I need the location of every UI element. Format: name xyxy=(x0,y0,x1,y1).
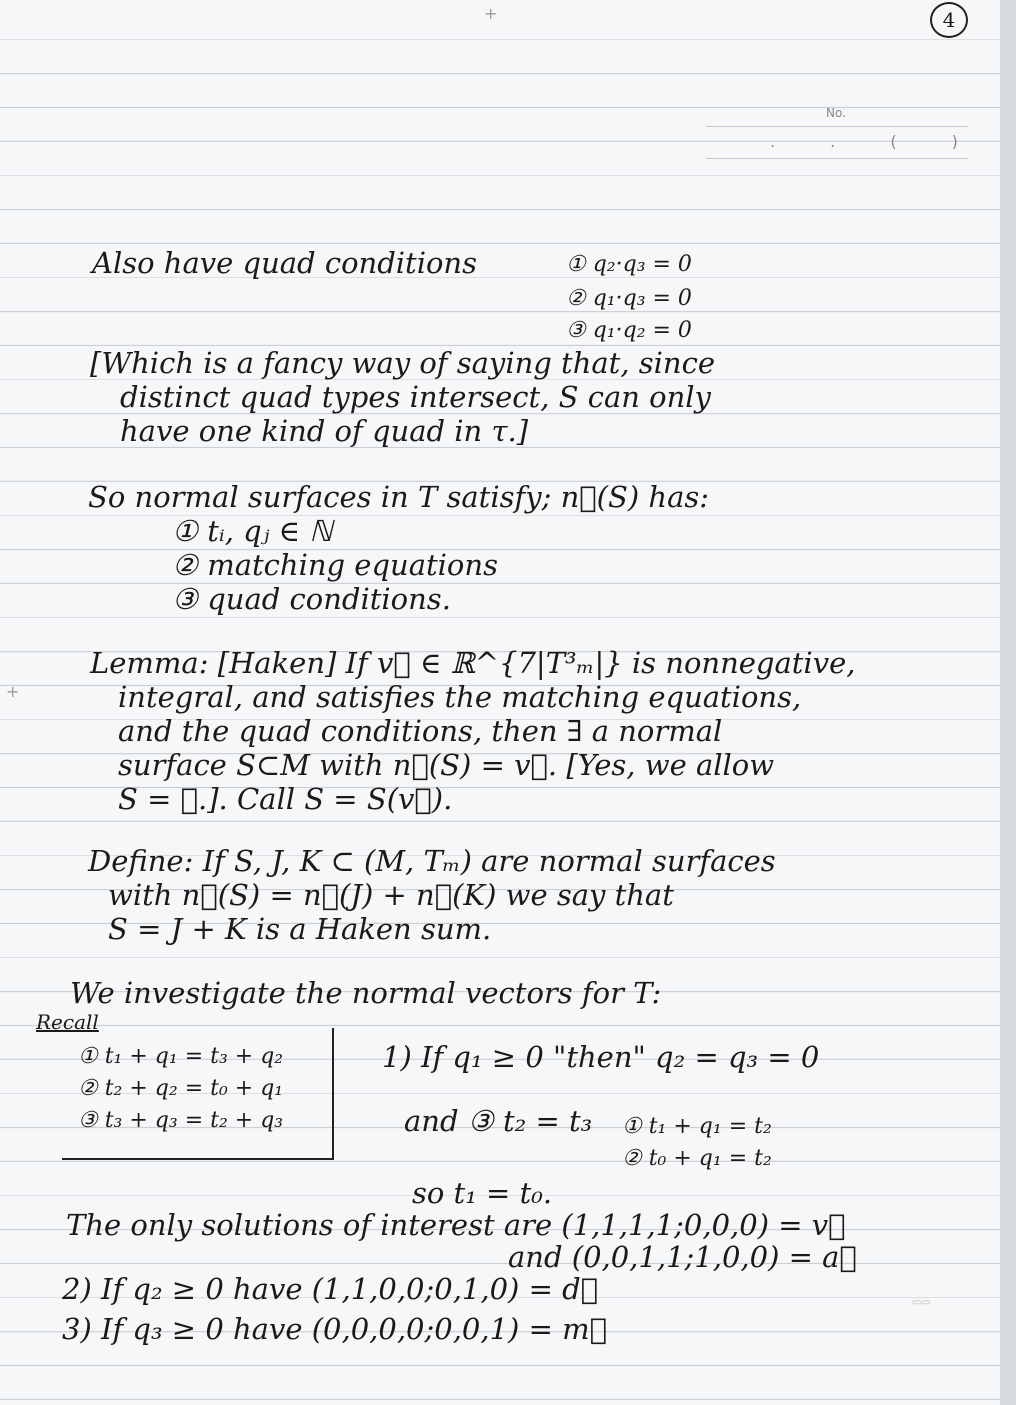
text-line: The only solutions of interest are (1,1,1,1;0,0,0) = v⃗ xyxy=(66,1208,846,1242)
text-line: distinct quad types intersect, S can only xyxy=(120,380,711,414)
text-line: We investigate the normal vectors for T: xyxy=(70,976,662,1010)
quad-condition-3: ③ q₁·q₂ = 0 xyxy=(566,318,692,343)
page-edge xyxy=(1000,0,1016,1405)
text-line: integral, and satisfies the matching equations, xyxy=(118,680,802,714)
case-3: 3) If q₃ ≥ 0 have (0,0,0,0;0,0,1) = m⃗ xyxy=(62,1312,607,1346)
text-line: with n⃗(S) = n⃗(J) + n⃗(K) we say that xyxy=(108,878,674,912)
text-line: and the quad conditions, then ∃ a normal xyxy=(118,714,723,748)
list-item: ③ quad conditions. xyxy=(172,582,451,616)
line-quad-conditions-intro: Also have quad conditions xyxy=(92,246,477,280)
no-label: No. xyxy=(826,106,846,120)
case-1-eq-1: ① t₁ + q₁ = t₂ xyxy=(622,1114,772,1139)
list-item: ② matching equations xyxy=(172,548,498,582)
registration-mark: + xyxy=(484,4,498,23)
list-item: ① tᵢ, qⱼ ∈ ℕ xyxy=(172,514,333,548)
header-rule xyxy=(706,158,968,159)
registration-mark: + xyxy=(6,682,20,701)
text-line: S = J + K is a Haken sum. xyxy=(108,912,492,946)
text-line: surface S⊂M with n⃗(S) = v⃗. [Yes, we allow xyxy=(118,748,775,782)
recall-equation-3: ③ t₃ + q₃ = t₂ + q₃ xyxy=(78,1108,284,1133)
quad-condition-2: ② q₁·q₃ = 0 xyxy=(566,286,692,311)
case-1-conclusion: so t₁ = t₀. xyxy=(412,1176,553,1210)
text-line: S = ∅.]. Call S = S(v⃗). xyxy=(118,782,453,816)
header-rule xyxy=(706,126,968,127)
case-1-eq-2: ② t₀ + q₁ = t₂ xyxy=(622,1146,772,1171)
recall-equation-1: ① t₁ + q₁ = t₃ + q₂ xyxy=(78,1044,284,1069)
definition-line: Define: If S, J, K ⊂ (M, Tₘ) are normal surfaces xyxy=(88,844,776,878)
case-2: 2) If q₂ ≥ 0 have (1,1,0,0;0,1,0) = d⃗ xyxy=(62,1272,599,1306)
date-field: . . ( ) xyxy=(770,132,958,151)
quad-condition-1: ① q₂·q₃ = 0 xyxy=(566,252,692,277)
text-line: have one kind of quad in τ.] xyxy=(120,414,529,448)
text-line: and (0,0,1,1;1,0,0) = a⃗ xyxy=(508,1240,857,1274)
case-1-detail: and ③ t₂ = t₃ xyxy=(404,1104,593,1138)
recall-label: Recall xyxy=(36,1010,99,1034)
text-line: [Which is a fancy way of saying that, since xyxy=(90,346,716,380)
case-1: 1) If q₁ ≥ 0 "then" q₂ = q₃ = 0 xyxy=(382,1040,820,1074)
text-line: So normal surfaces in T satisfy; n⃗(S) has: xyxy=(88,480,710,514)
recall-equation-2: ② t₂ + q₂ = t₀ + q₁ xyxy=(78,1076,284,1101)
faint-mark: ▭▭ xyxy=(912,1297,931,1308)
lemma-line: Lemma: [Haken] If v⃗ ∈ ℝ^{7|T³ₘ|} is nonnegative, xyxy=(90,646,856,680)
page-number: 4 xyxy=(930,2,968,38)
